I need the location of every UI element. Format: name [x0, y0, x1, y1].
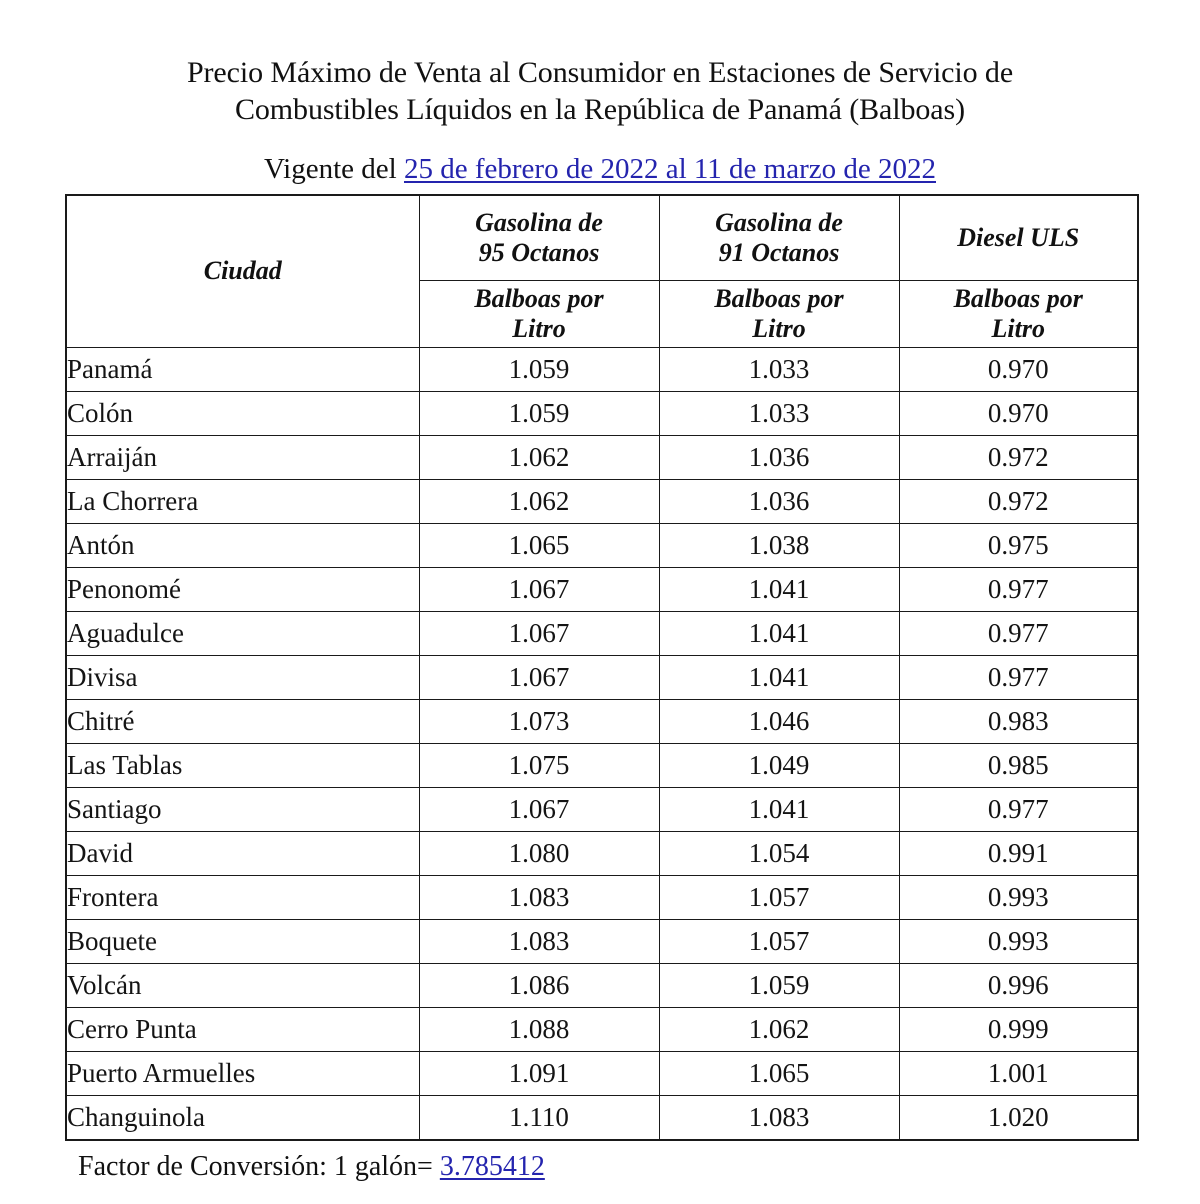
column-header-gasolina-95: [419, 195, 659, 281]
validity-line: [0, 152, 1200, 187]
table-body: [66, 347, 1138, 1140]
cell-city: Las Tablas: [66, 743, 419, 787]
table-row: [66, 743, 1138, 787]
cell-gasolina-95: 1.059: [419, 391, 659, 435]
unit-header-diesel-uls-line-1: Balboas por: [953, 283, 1083, 313]
table-row: [66, 963, 1138, 1007]
table-row: [66, 347, 1138, 391]
title-block: [0, 0, 1200, 187]
cell-gasolina-91: 1.041: [659, 787, 899, 831]
cell-gasolina-95: 1.086: [419, 963, 659, 1007]
cell-gasolina-91: 1.038: [659, 523, 899, 567]
fuel-price-table: [65, 194, 1139, 1141]
cell-diesel-uls: 0.993: [899, 875, 1138, 919]
conversion-factor-link[interactable]: 3.785412: [439, 1150, 545, 1182]
cell-diesel-uls: 1.020: [899, 1095, 1138, 1140]
cell-city: Arraiján: [66, 435, 419, 479]
price-table-container: [0, 194, 1200, 1141]
cell-city: La Chorrera: [66, 479, 419, 523]
cell-diesel-uls: 0.970: [899, 391, 1138, 435]
cell-gasolina-95: 1.067: [419, 787, 659, 831]
validity-label: Vigente del: [263, 153, 404, 186]
cell-diesel-uls: 0.999: [899, 1007, 1138, 1051]
cell-diesel-uls: 0.972: [899, 435, 1138, 479]
table-row: [66, 655, 1138, 699]
cell-city: Cerro Punta: [66, 1007, 419, 1051]
cell-diesel-uls: 1.001: [899, 1051, 1138, 1095]
cell-diesel-uls: 0.985: [899, 743, 1138, 787]
cell-gasolina-95: 1.083: [419, 875, 659, 919]
cell-city: Panamá: [66, 347, 419, 391]
cell-gasolina-95: 1.083: [419, 919, 659, 963]
cell-city: Antón: [66, 523, 419, 567]
column-header-gasolina-91: [659, 195, 899, 281]
cell-gasolina-95: 1.062: [419, 435, 659, 479]
unit-header-gasolina-95: [419, 280, 659, 347]
cell-diesel-uls: 0.977: [899, 655, 1138, 699]
column-header-gasolina-91-line-2: 91 Octanos: [718, 237, 840, 267]
cell-gasolina-91: 1.036: [659, 479, 899, 523]
unit-header-diesel-uls: [899, 280, 1138, 347]
cell-gasolina-95: 1.080: [419, 831, 659, 875]
page-title-line-1: Precio Máximo de Venta al Consumidor en Estaciones de Servicio de: [186, 56, 1014, 89]
unit-header-gasolina-95-line-2: Litro: [512, 313, 566, 343]
cell-city: Colón: [66, 391, 419, 435]
cell-diesel-uls: 0.977: [899, 611, 1138, 655]
unit-header-gasolina-91-line-2: Litro: [752, 313, 806, 343]
table-row: [66, 435, 1138, 479]
cell-gasolina-95: 1.073: [419, 699, 659, 743]
cell-city: Changuinola: [66, 1095, 419, 1140]
cell-gasolina-95: 1.110: [419, 1095, 659, 1140]
cell-diesel-uls: 0.970: [899, 347, 1138, 391]
validity-period-link[interactable]: 25 de febrero de 2022 al 11 de marzo de 2022: [403, 153, 936, 186]
cell-gasolina-95: 1.067: [419, 655, 659, 699]
conversion-factor-label: Factor de Conversión: 1 galón=: [78, 1150, 440, 1182]
table-row: [66, 875, 1138, 919]
table-row: [66, 919, 1138, 963]
cell-gasolina-91: 1.057: [659, 919, 899, 963]
column-header-city: Ciudad: [66, 195, 419, 348]
cell-gasolina-91: 1.041: [659, 655, 899, 699]
table-row: [66, 523, 1138, 567]
cell-gasolina-95: 1.088: [419, 1007, 659, 1051]
cell-gasolina-91: 1.065: [659, 1051, 899, 1095]
table-row: [66, 787, 1138, 831]
conversion-factor-note: [0, 1150, 1200, 1184]
table-row: [66, 479, 1138, 523]
cell-diesel-uls: 0.977: [899, 787, 1138, 831]
cell-gasolina-91: 1.054: [659, 831, 899, 875]
cell-gasolina-91: 1.041: [659, 611, 899, 655]
table-row: [66, 1095, 1138, 1140]
column-header-gasolina-91-line-1: Gasolina de: [715, 207, 843, 237]
cell-diesel-uls: 0.972: [899, 479, 1138, 523]
unit-header-gasolina-91: [659, 280, 899, 347]
cell-gasolina-91: 1.059: [659, 963, 899, 1007]
table-row: [66, 567, 1138, 611]
unit-header-diesel-uls-line-2: Litro: [991, 313, 1045, 343]
cell-gasolina-95: 1.075: [419, 743, 659, 787]
cell-gasolina-91: 1.083: [659, 1095, 899, 1140]
table-row: [66, 1051, 1138, 1095]
cell-gasolina-95: 1.067: [419, 567, 659, 611]
table-row: [66, 391, 1138, 435]
cell-diesel-uls: 0.991: [899, 831, 1138, 875]
cell-diesel-uls: 0.977: [899, 567, 1138, 611]
table-row: [66, 699, 1138, 743]
cell-gasolina-91: 1.033: [659, 347, 899, 391]
table-header-row-main: [66, 195, 1138, 281]
table-header: [66, 195, 1138, 348]
cell-city: Frontera: [66, 875, 419, 919]
cell-gasolina-95: 1.059: [419, 347, 659, 391]
cell-diesel-uls: 0.975: [899, 523, 1138, 567]
page-title: [63, 55, 1138, 128]
cell-diesel-uls: 0.993: [899, 919, 1138, 963]
cell-gasolina-95: 1.091: [419, 1051, 659, 1095]
cell-gasolina-95: 1.062: [419, 479, 659, 523]
cell-city: Divisa: [66, 655, 419, 699]
cell-gasolina-91: 1.057: [659, 875, 899, 919]
cell-city: Penonomé: [66, 567, 419, 611]
page-title-line-2: Combustibles Líquidos en la República de Panamá (Balboas): [235, 92, 965, 126]
cell-city: Boquete: [66, 919, 419, 963]
cell-city: David: [66, 831, 419, 875]
unit-header-gasolina-91-line-1: Balboas por: [714, 283, 844, 313]
cell-city: Chitré: [66, 699, 419, 743]
column-header-diesel-uls: Diesel ULS: [899, 195, 1138, 281]
cell-gasolina-91: 1.046: [659, 699, 899, 743]
table-row: [66, 831, 1138, 875]
cell-gasolina-91: 1.049: [659, 743, 899, 787]
cell-gasolina-95: 1.065: [419, 523, 659, 567]
cell-city: Puerto Armuelles: [66, 1051, 419, 1095]
cell-gasolina-91: 1.033: [659, 391, 899, 435]
column-header-gasolina-95-line-2: 95 Octanos: [478, 237, 600, 267]
cell-gasolina-91: 1.062: [659, 1007, 899, 1051]
cell-gasolina-95: 1.067: [419, 611, 659, 655]
cell-diesel-uls: 0.996: [899, 963, 1138, 1007]
cell-diesel-uls: 0.983: [899, 699, 1138, 743]
table-row: [66, 1007, 1138, 1051]
cell-city: Volcán: [66, 963, 419, 1007]
cell-gasolina-91: 1.036: [659, 435, 899, 479]
cell-city: Santiago: [66, 787, 419, 831]
table-row: [66, 611, 1138, 655]
cell-city: Aguadulce: [66, 611, 419, 655]
unit-header-gasolina-95-line-1: Balboas por: [474, 283, 604, 313]
column-header-gasolina-95-line-1: Gasolina de: [475, 207, 603, 237]
cell-gasolina-91: 1.041: [659, 567, 899, 611]
